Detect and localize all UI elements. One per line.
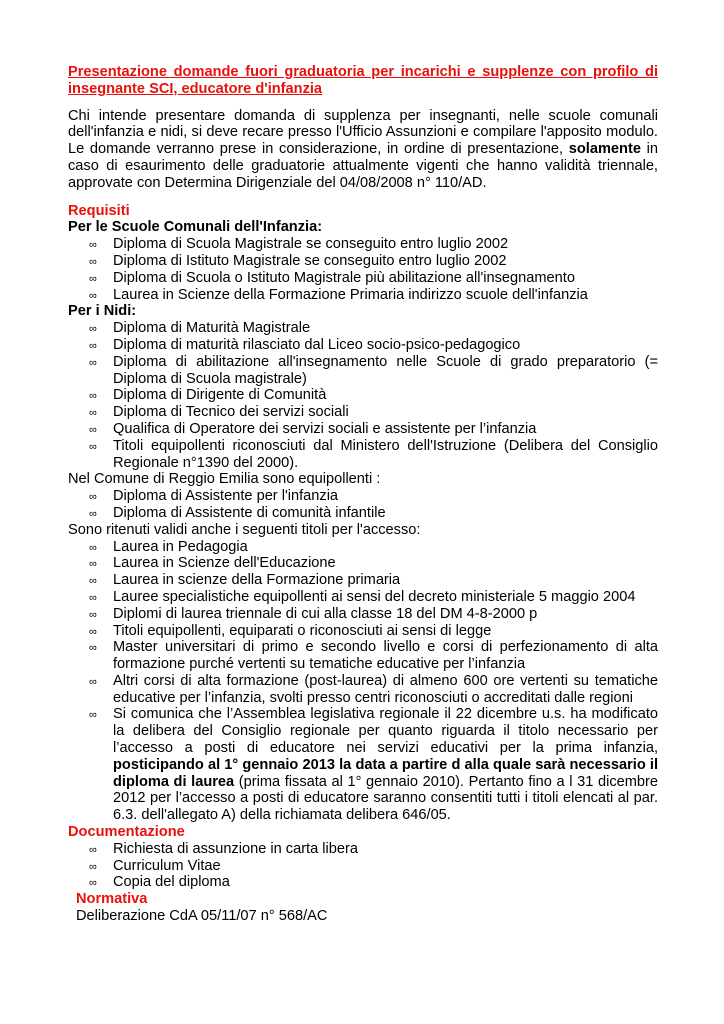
validi-list-last	[68, 706, 658, 824]
list-item	[68, 421, 658, 438]
infinity-bullet-icon: ∞	[89, 239, 97, 252]
intro-text-1: Chi intende presentare domanda di supplenza per insegnanti, nelle scuole comunali dell'infanzia e nidi, si deve recare presso l'Ufficio Assunzioni e compilare l'apposito modulo. Le domande verranno prese in considerazione, in ordine di presentazione,	[68, 107, 658, 158]
list-item-text: Diploma di Scuola Magistrale se conseguito entro luglio 2002	[113, 236, 509, 253]
list-item-text: Diplomi di laurea triennale di cui alla classe 18 del DM 4-8-2000 p	[113, 605, 538, 622]
infinity-bullet-icon: ∞	[89, 608, 97, 621]
infanzia-heading: Per le Scuole Comunali dell'Infanzia:	[68, 219, 323, 236]
infinity-bullet-icon: ∞	[89, 407, 97, 420]
infinity-bullet-icon: ∞	[89, 625, 97, 638]
list-item	[68, 639, 658, 673]
reggio-text: Nel Comune di Reggio Emilia sono equipollenti :	[68, 471, 381, 488]
nidi-list	[68, 320, 658, 471]
intro-bold: solamente	[568, 141, 641, 158]
list-item-text: Richiesta di assunzione in carta libera	[113, 840, 358, 857]
requisiti-heading: Requisiti	[68, 202, 130, 219]
list-item-text: Curriculum Vitae	[113, 857, 221, 874]
list-item	[68, 539, 658, 556]
infinity-bullet-icon: ∞	[89, 390, 97, 403]
list-item-text: Lauree specialistiche equipollenti ai sensi del decreto ministeriale 5 maggio 2004	[113, 588, 636, 605]
document-page	[68, 64, 658, 925]
list-item-text: Diploma di Assistente per l'infanzia	[113, 488, 339, 505]
list-item-text: Titoli equipollenti, equiparati o riconosciuti ai sensi di legge	[113, 622, 492, 639]
list-item	[68, 606, 658, 623]
list-item	[68, 236, 658, 253]
last-item-text-1: Si comunica che l’Assemblea legislativa regionale il 22 dicembre u.s. ha modificato la delibera del Consiglio regionale per quanto riguarda il titolo necessario per l’accesso a posti di educatore nei servizi educativi per la prima infanzia,	[113, 706, 658, 757]
infanzia-list	[68, 236, 658, 303]
list-item	[68, 488, 658, 505]
infinity-bullet-icon: ∞	[89, 575, 97, 588]
last-item-bold: posticipando al 1° gennaio 2013 la data a partire d alla quale sarà necessario il diploma di laurea	[113, 756, 658, 790]
infinity-bullet-icon: ∞	[89, 440, 97, 453]
list-item	[68, 706, 658, 824]
infinity-bullet-icon: ∞	[89, 675, 97, 688]
list-item-text: Copia del diploma	[113, 874, 230, 891]
infinity-bullet-icon: ∞	[89, 255, 97, 268]
list-item-text: Diploma di maturità rilasciato dal Liceo socio-psico-pedagogico	[113, 336, 521, 353]
normativa-heading: Normativa	[76, 891, 148, 908]
list-item	[68, 572, 658, 589]
list-item	[68, 555, 658, 572]
list-item	[68, 337, 658, 354]
list-item	[68, 270, 658, 287]
list-item	[68, 287, 658, 304]
list-item-text: Titoli equipollenti riconosciuti dal Ministero dell'Istruzione (Delibera del Consiglio Regionale n°1390 del 2000).	[113, 437, 658, 471]
infinity-bullet-icon: ∞	[89, 491, 97, 504]
intro-text-2: in caso di esaurimento delle graduatorie attualmente vigenti che hanno validità triennale, approvate con Determina Dirigenziale del 04/08/2008 n° 110/AD.	[68, 141, 658, 191]
infinity-bullet-icon: ∞	[89, 423, 97, 436]
infinity-bullet-icon: ∞	[89, 356, 97, 369]
list-item	[68, 354, 658, 388]
infinity-bullet-icon: ∞	[89, 339, 97, 352]
list-item-text: Laurea in Pedagogia	[113, 538, 248, 555]
list-item	[68, 387, 658, 404]
documentazione-list	[68, 841, 658, 891]
infinity-bullet-icon: ∞	[89, 591, 97, 604]
infinity-bullet-icon: ∞	[89, 877, 97, 890]
list-item	[68, 505, 658, 522]
list-item-text: Qualifica di Operatore dei servizi sociali e assistente per l’infanzia	[113, 420, 537, 437]
infinity-bullet-icon: ∞	[89, 843, 97, 856]
list-item-text: Master universitari di primo e secondo livello e corsi di perfezionamento di alta formazione purché vertenti su tematiche educative per l’infanzia	[113, 639, 658, 673]
infinity-bullet-icon: ∞	[89, 558, 97, 571]
list-item-text: Diploma di Istituto Magistrale se conseguito entro luglio 2002	[113, 252, 507, 269]
reggio-list	[68, 488, 658, 522]
list-item-text: Diploma di Scuola o Istituto Magistrale più abilitazione all'insegnamento	[113, 269, 575, 286]
list-item-text: Altri corsi di alta formazione (post-laurea) di almeno 600 ore vertenti su tematiche educative per l’infanzia, svolti presso centri riconosciuti o accreditati dalle regioni	[113, 672, 658, 706]
list-item-text: Diploma di Maturità Magistrale	[113, 320, 311, 337]
list-item	[68, 623, 658, 640]
last-item-text-2: (prima fissata al 1° gennaio 2010). Pertanto fino a l 31 dicembre 2012 per l’accesso a posti di educatore saranno consentiti tutti i titoli elencati al par. 6.3. dell'allegato A) della richiamata delibera 646/05.	[113, 773, 658, 824]
list-item	[68, 874, 658, 891]
list-item	[68, 320, 658, 337]
list-item-text: Laurea in Scienze dell'Educazione	[113, 555, 336, 572]
infinity-bullet-icon: ∞	[89, 323, 97, 336]
infinity-bullet-icon: ∞	[89, 709, 97, 722]
infinity-bullet-icon: ∞	[89, 272, 97, 285]
list-item	[68, 673, 658, 707]
list-item	[68, 253, 658, 270]
list-item-text: Diploma di Assistente di comunità infantile	[113, 504, 386, 521]
infinity-bullet-icon: ∞	[89, 289, 97, 302]
infinity-bullet-icon: ∞	[89, 541, 97, 554]
list-item-text: Diploma di abilitazione all'insegnamento nelle Scuole di grado preparatorio (= Diploma di Scuola magistrale)	[113, 353, 658, 387]
infinity-bullet-icon: ∞	[89, 860, 97, 873]
documentazione-heading: Documentazione	[68, 824, 185, 841]
list-item	[68, 589, 658, 606]
list-item	[68, 404, 658, 421]
validi-text: Sono ritenuti validi anche i seguenti titoli per l'accesso:	[68, 521, 421, 538]
list-item-text: Diploma di Tecnico dei servizi sociali	[113, 404, 349, 421]
infinity-bullet-icon: ∞	[89, 642, 97, 655]
intro-paragraph	[68, 108, 658, 192]
validi-list	[68, 539, 658, 707]
list-item	[68, 858, 658, 875]
normativa-text: Deliberazione CdA 05/11/07 n° 568/AC	[76, 908, 328, 925]
document-title: Presentazione domande fuori graduatoria per incarichi e supplenze con profilo di insegnante SCI, educatore d'infanzia	[68, 64, 658, 97]
nidi-heading: Per i Nidi:	[68, 303, 137, 320]
list-item-text: Diploma di Dirigente di Comunità	[113, 387, 327, 404]
infinity-bullet-icon: ∞	[89, 507, 97, 520]
list-item-text: Laurea in Scienze della Formazione Primaria indirizzo scuole dell'infanzia	[113, 286, 588, 303]
list-item-text: Laurea in scienze della Formazione primaria	[113, 572, 401, 589]
list-item	[68, 841, 658, 858]
list-item	[68, 438, 658, 472]
